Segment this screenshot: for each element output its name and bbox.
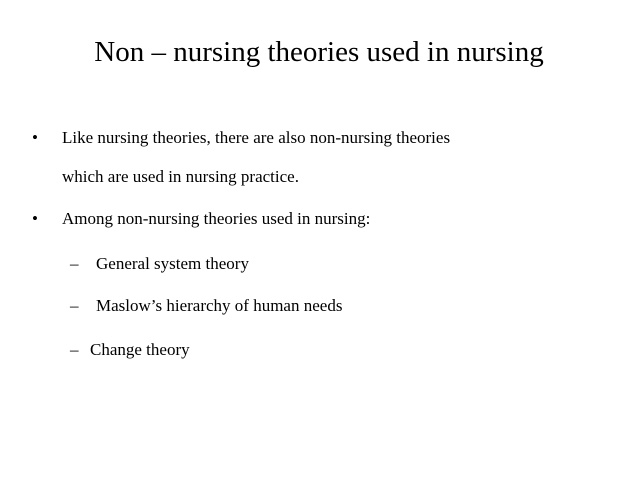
sub-item-text: Maslow’s hierarchy of human needs — [96, 296, 343, 315]
sub-item-maslow-hierarchy — [70, 295, 342, 317]
bullet-icon: • — [32, 128, 38, 147]
dash-icon: – — [70, 340, 79, 359]
bullet-icon: • — [32, 209, 38, 228]
bullet-item-1-continuation: which are used in nursing practice. — [62, 167, 299, 186]
bullet-text: Like nursing theories, there are also non-nursing theories — [62, 128, 451, 147]
dash-icon: – — [70, 296, 79, 315]
slide-title: Non – nursing theories used in nursing — [94, 36, 544, 68]
sub-item-text: General system theory — [96, 254, 249, 273]
dash-icon: – — [70, 254, 79, 273]
bullet-item-2 — [32, 208, 370, 230]
bullet-item-1 — [32, 127, 450, 149]
bullet-text: Among non-nursing theories used in nursing: — [62, 209, 371, 228]
sub-item-change-theory — [70, 339, 190, 361]
sub-item-general-system-theory — [70, 253, 249, 275]
sub-item-text: Change theory — [90, 340, 190, 359]
